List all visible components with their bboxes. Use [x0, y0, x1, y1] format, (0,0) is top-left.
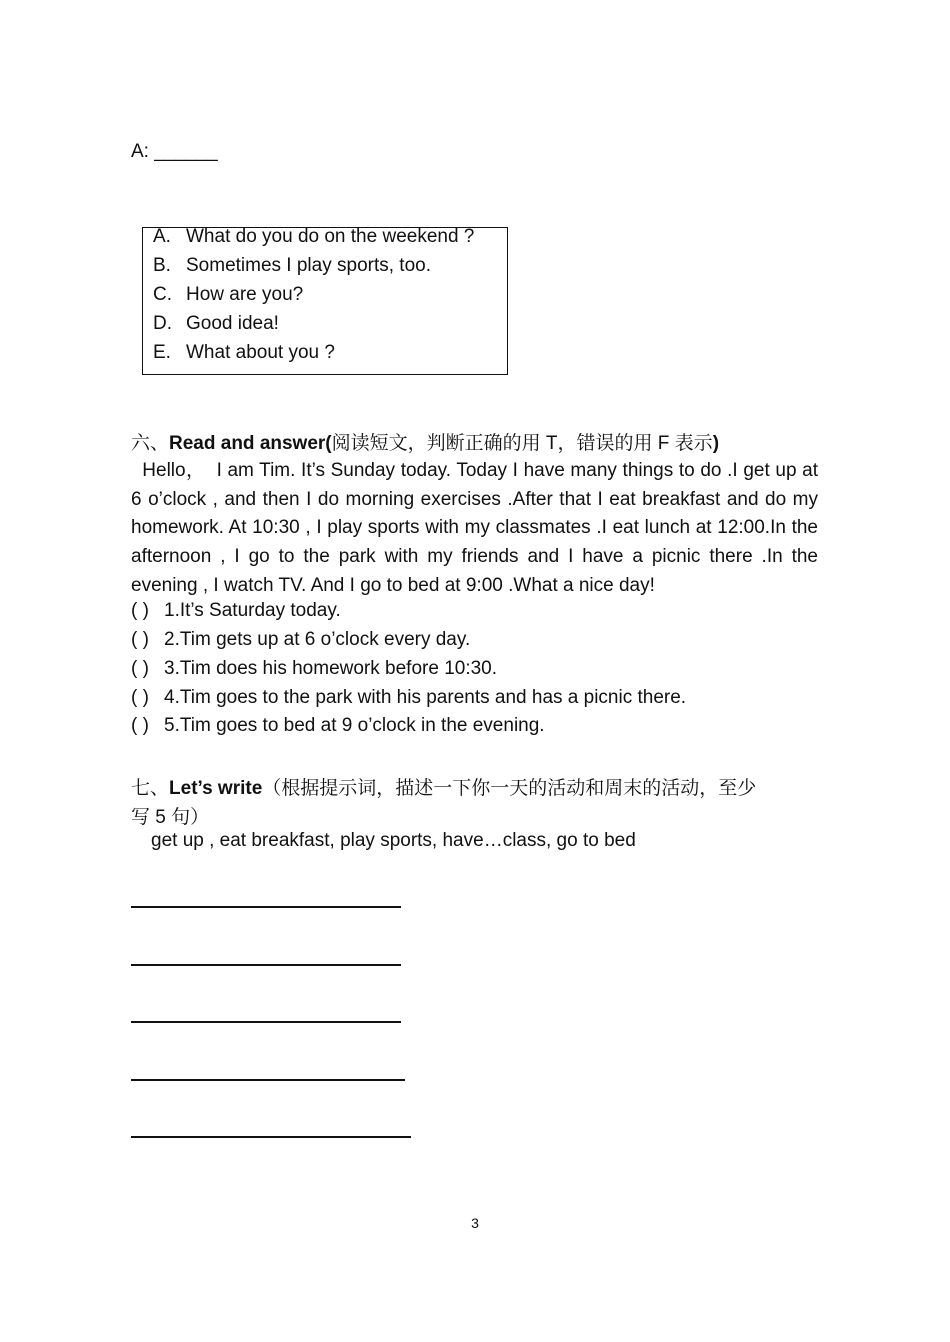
writing-line: [131, 964, 401, 966]
section-7-title: Let’s write: [169, 778, 263, 799]
answer-parens: ( ): [131, 658, 149, 679]
page-number: 3: [471, 1215, 479, 1231]
statement-text: 3.Tim does his homework before 10:30.: [164, 658, 498, 679]
reading-passage: Hello， I am Tim. It’s Sunday today. Today I have many things to do .I get up at 6 o’clock , and then I do morning exercises .After that I eat breakfast and do my homework. At 10:30 , I play sports with my classmates .I eat lunch at 12:00.In the afternoon , I go to the park with my friends and I have a picnic there .In the evening , I watch TV. And I go to bed at 9:00 .What a nice day!: [131, 460, 824, 596]
answer-parens: ( ): [131, 629, 149, 650]
option-letter: D.: [153, 313, 172, 334]
section-6-instruction: 阅读短文，判断正确的用 T，错误的用 F 表示: [331, 433, 713, 454]
writing-line: [131, 906, 401, 908]
hint-words: get up , eat breakfast, play sports, have…class, go to bed: [151, 830, 636, 851]
statement-4: [131, 687, 686, 709]
section-7-heading: [131, 773, 756, 800]
section-7-instruction: （根据提示词，描述一下你一天的活动和周末的活动，至少: [262, 778, 757, 799]
section-6-close: ): [712, 433, 720, 454]
section-7-instruction-cont: 写 5 句）: [131, 807, 210, 828]
option-letter: A.: [153, 226, 171, 247]
option-letter: C.: [153, 284, 172, 305]
option-letter: B.: [153, 255, 171, 276]
options-box: [142, 227, 508, 375]
statement-2: [131, 629, 470, 651]
writing-line: [131, 1021, 401, 1023]
statement-text: 1.It’s Saturday today.: [164, 600, 341, 621]
option-d: [153, 313, 279, 335]
writing-line: [131, 1079, 405, 1081]
answer-a-blank: A: ______: [131, 141, 218, 162]
statement-text: 5.Tim goes to bed at 9 o’clock in the evening.: [164, 715, 545, 736]
section-6-title: Read and answer(: [169, 433, 332, 454]
statement-3: [131, 658, 497, 680]
option-b: [153, 255, 431, 277]
option-text: Sometimes I play sports, too.: [186, 255, 431, 276]
writing-line: [131, 1136, 411, 1138]
option-text: What about you ?: [186, 342, 335, 363]
answer-parens: ( ): [131, 687, 149, 708]
statement-text: 4.Tim goes to the park with his parents and has a picnic there.: [164, 687, 687, 708]
option-letter: E.: [153, 342, 171, 363]
option-text: What do you do on the weekend ?: [186, 226, 475, 247]
statement-5: [131, 715, 545, 737]
section-6-heading: [131, 428, 719, 455]
statement-1: [131, 600, 341, 622]
option-text: How are you?: [186, 284, 304, 305]
section-6-number: 六、: [131, 433, 170, 454]
section-7-number: 七、: [131, 778, 170, 799]
option-e: [153, 342, 335, 364]
statement-text: 2.Tim gets up at 6 o’clock every day.: [164, 629, 471, 650]
answer-parens: ( ): [131, 600, 149, 621]
option-a: [153, 226, 474, 248]
option-c: [153, 284, 303, 306]
option-text: Good idea!: [186, 313, 279, 334]
answer-parens: ( ): [131, 715, 149, 736]
